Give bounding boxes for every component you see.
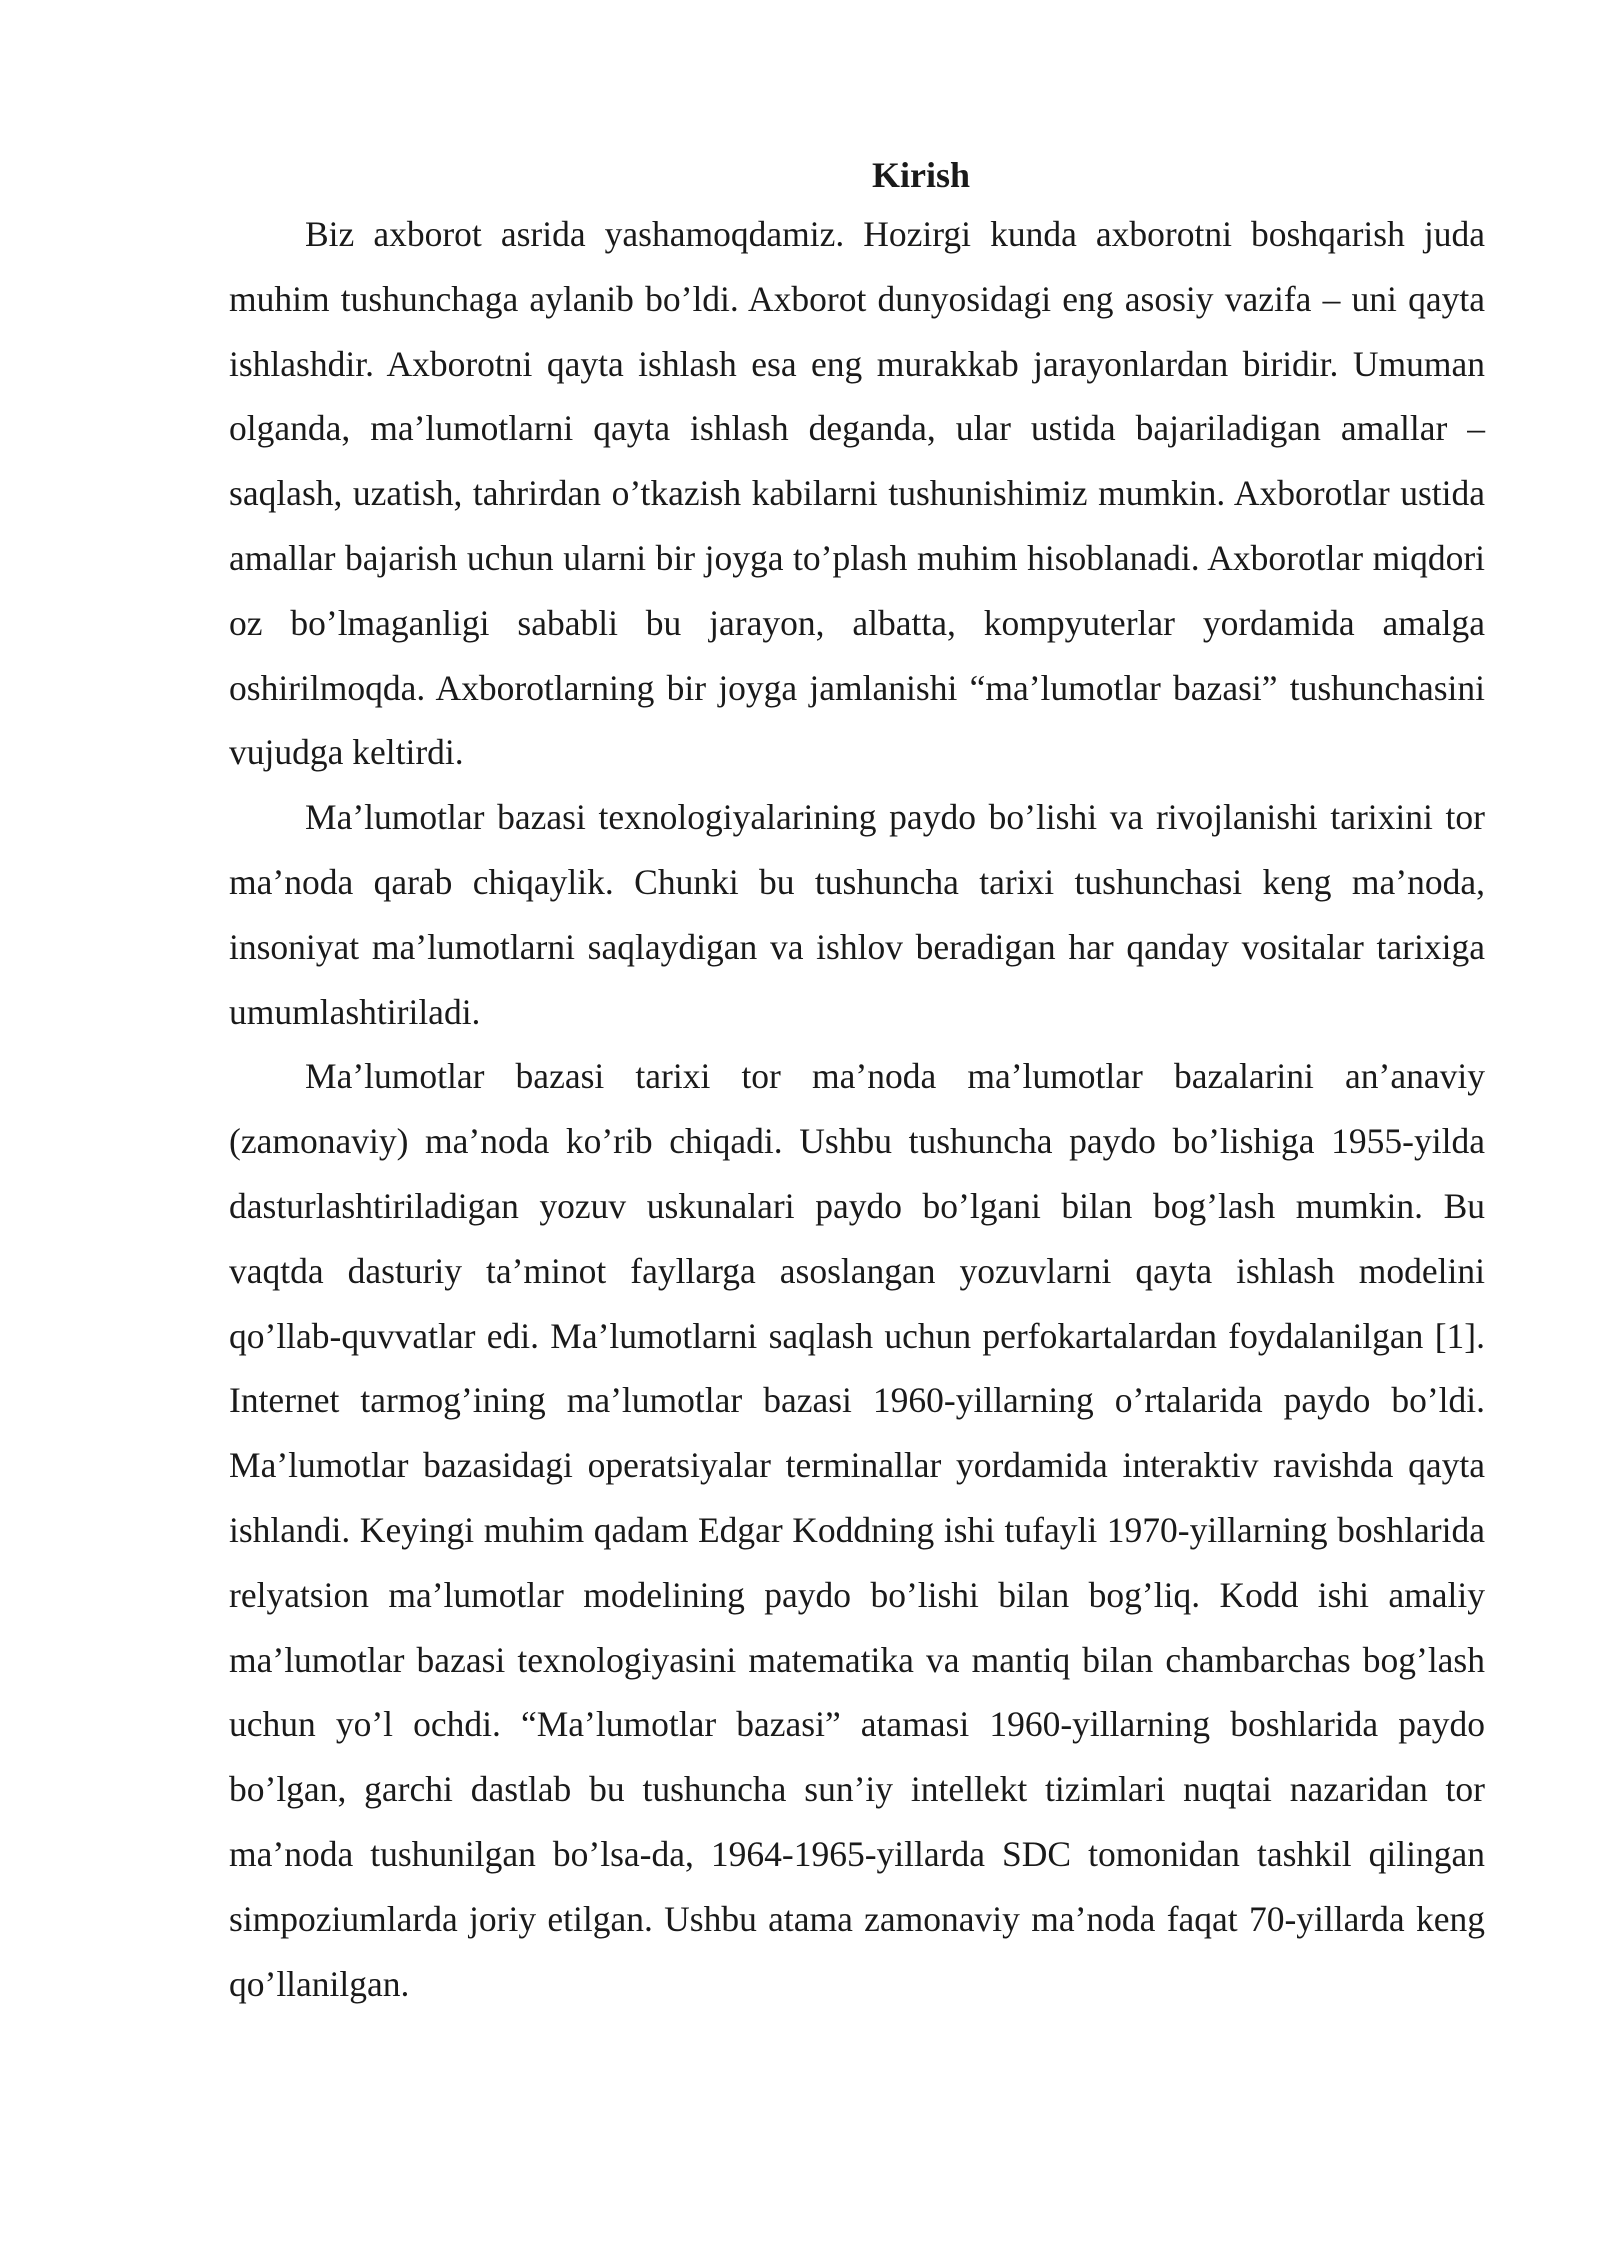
paragraph-intro: Biz axborot asrida yashamoqdamiz. Hozirgi kunda axborotni boshqarish juda muhim tushunchaga aylanib bo’ldi. Axborot dunyosidagi eng asosiy vazifa – uni qayta ishlashdir. Axborotni qayta ishlash esa eng murakkab jarayonlardan biridir. Umuman olganda, ma’lumotlarni qayta ishlash deganda, ular ustida bajariladigan amallar – saqlash, uzatish, tahrirdan o’tkazish kabilarni tushunishimiz mumkin. Axborotlar ustida amallar bajarish uchun ularni bir joyga to’plash muhim hisoblanadi. Axborotlar miqdori oz bo’lmaganligi sababli bu jarayon, albatta, kompyuterlar yordamida amalga oshirilmoqda. Axborotlarning bir joyga jamlanishi “ma’lumotlar bazasi” tushunchasini vujudga keltirdi. [229, 214, 1485, 773]
document-body [229, 148, 1485, 2016]
paragraph-history-scope: Ma’lumotlar bazasi texnologiyalarining paydo bo’lishi va rivojlanishi tarixini tor ma’noda qarab chiqaylik. Chunki bu tushuncha tarixi tushunchasi keng ma’noda, insoniyat ma’lumotlarni saqlaydigan va ishlov beradigan har qanday vositalar tarixiga umumlashtiriladi. [229, 797, 1485, 1032]
paragraph-database-history: Ma’lumotlar bazasi tarixi tor ma’noda ma’lumotlar bazalarini an’anaviy (zamonaviy) ma’noda ko’rib chiqadi. Ushbu tushuncha paydo bo’lishiga 1955-yilda dasturlashtiriladigan yozuv uskunalari paydo bo’lgani bilan bog’lash mumkin. Bu vaqtda dasturiy ta’minot fayllarga asoslangan yozuvlarni qayta ishlash modelini qo’llab-quvvatlar edi. Ma’lumotlarni saqlash uchun perfokartalardan foydalanilgan [1]. Internet tarmog’ining ma’lumotlar bazasi 1960-yillarning o’rtalarida paydo bo’ldi. Ma’lumotlar bazasidagi operatsiyalar terminallar yordamida interaktiv ravishda qayta ishlandi. Keyingi muhim qadam Edgar Koddning ishi tufayli 1970-yillarning boshlarida relyatsion ma’lumotlar modelining paydo bo’lishi bilan bog’liq. Kodd ishi amaliy ma’lumotlar bazasi texnologiyasini matematika va mantiq bilan chambarchas bog’lash uchun yo’l ochdi. “Ma’lumotlar bazasi” atamasi 1960-yillarning boshlarida paydo bo’lgan, garchi dastlab bu tushuncha sun’iy intellekt tizimlari nuqtai nazaridan tor ma’noda tushunilgan bo’lsa-da, 1964-1965-yillarda SDC tomonidan tashkil qilingan simpoziumlarda joriy etilgan. Ushbu atama zamonaviy ma’noda faqat 70-yillarda keng qo’llanilgan. [229, 1056, 1485, 2004]
document-heading: Kirish [871, 155, 970, 195]
